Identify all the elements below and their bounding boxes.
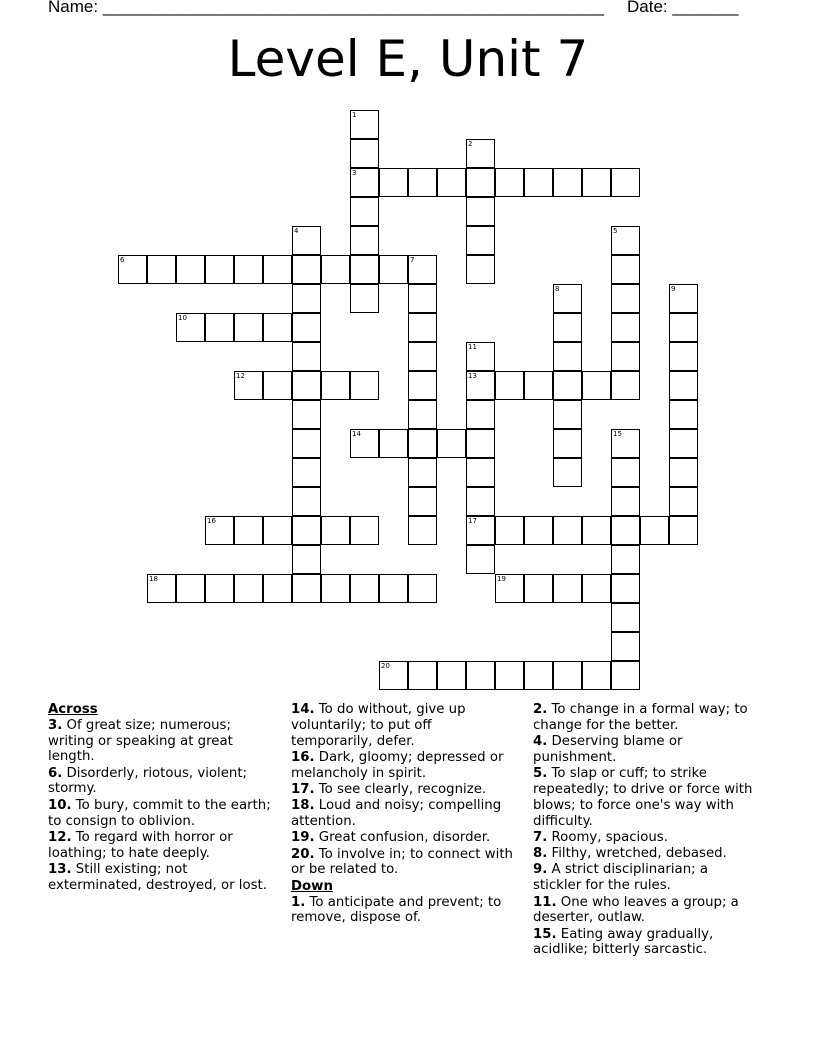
grid-cell[interactable] [466,371,495,400]
clue-number: 1 [352,111,357,119]
grid-cell[interactable] [466,516,495,545]
grid-cell[interactable] [292,516,321,545]
grid-cell[interactable] [466,139,495,168]
grid-cell[interactable] [640,516,669,545]
grid-cell[interactable] [669,313,698,342]
grid-cell[interactable] [582,371,611,400]
clue-down-4: 4. Deserving blame or punishment. [533,734,683,765]
clue-down-2: 2. To change in a formal way; to change for the better. [533,702,748,733]
grid-cell[interactable] [611,603,640,632]
grid-cell[interactable] [611,168,640,197]
grid-cell[interactable] [205,313,234,342]
clue-number: 12 [236,372,245,380]
clue-number: 6 [120,256,125,264]
grid-cell[interactable] [611,226,640,255]
down-heading: Down [291,878,333,894]
grid-cell[interactable] [669,487,698,516]
grid-cell[interactable] [495,661,524,690]
grid-cell[interactable] [176,574,205,603]
grid-cell[interactable] [408,400,437,429]
grid-cell[interactable] [321,516,350,545]
grid-cell[interactable] [292,371,321,400]
grid-cell[interactable] [466,168,495,197]
grid-cell[interactable] [408,516,437,545]
grid-cell[interactable] [611,661,640,690]
grid-cell[interactable] [350,284,379,313]
grid-cell[interactable] [582,516,611,545]
grid-cell[interactable] [234,313,263,342]
clue-number: 10 [178,314,187,322]
grid-cell[interactable] [408,487,437,516]
grid-cell[interactable] [437,661,466,690]
grid-cell[interactable] [408,429,437,458]
clue-number: 11 [468,343,477,351]
grid-cell[interactable] [350,429,379,458]
grid-cell[interactable] [350,226,379,255]
grid-cell[interactable] [437,429,466,458]
grid-cell[interactable] [205,574,234,603]
grid-cell[interactable] [205,255,234,284]
grid-cell[interactable] [611,255,640,284]
grid-cell[interactable] [669,284,698,313]
grid-cell[interactable] [669,458,698,487]
across-heading: Across [48,702,98,717]
grid-cell[interactable] [292,545,321,574]
grid-cell[interactable] [437,168,466,197]
clue-number: 17 [468,517,477,525]
grid-cell[interactable] [292,313,321,342]
grid-cell[interactable] [582,661,611,690]
grid-cell[interactable] [350,168,379,197]
grid-cell[interactable] [553,284,582,313]
grid-cell[interactable] [205,516,234,545]
grid-cell[interactable] [408,342,437,371]
date-label: Date: [627,0,668,16]
grid-cell[interactable] [553,574,582,603]
grid-cell[interactable] [582,168,611,197]
grid-cell[interactable] [408,168,437,197]
grid-cell[interactable] [466,342,495,371]
grid-cell[interactable] [234,371,263,400]
clue-number: 18 [149,575,158,583]
clue-column-2 [291,702,516,927]
clue-across-16: 16. Dark, gloomy; depressed or melancholy in spirit. [291,749,504,781]
grid-cell[interactable] [466,545,495,574]
grid-cell[interactable] [524,661,553,690]
grid-cell[interactable] [466,487,495,516]
grid-cell[interactable] [263,574,292,603]
name-label: Name: [48,0,99,16]
grid-cell[interactable] [553,400,582,429]
grid-cell[interactable] [553,168,582,197]
clue-across-10: 10. To bury, commit to the earth; to consign to oblivion. [48,797,271,829]
clue-number: 14 [352,430,361,438]
grid-cell[interactable] [350,197,379,226]
grid-cell[interactable] [408,458,437,487]
grid-cell[interactable] [611,487,640,516]
grid-cell[interactable] [176,313,205,342]
clue-across-20: 20. To involve in; to connect with or be related to. [291,846,513,878]
clue-number: 16 [207,517,216,525]
clue-across-17: 17. To see clearly, recognize. [291,781,487,797]
grid-cell[interactable] [147,574,176,603]
grid-cell[interactable] [582,574,611,603]
grid-cell[interactable] [495,516,524,545]
grid-cell[interactable] [524,371,553,400]
grid-cell[interactable] [408,284,437,313]
clue-across-12: 12. To regard with horror or loathing; to hate deeply. [48,829,233,861]
grid-cell[interactable] [669,371,698,400]
grid-cell[interactable] [408,574,437,603]
grid-cell[interactable] [553,429,582,458]
grid-cell[interactable] [350,371,379,400]
grid-cell[interactable] [669,429,698,458]
page-title: Level E, Unit 7 [227,30,589,88]
grid-cell[interactable] [408,313,437,342]
grid-cell[interactable] [176,255,205,284]
grid-cell[interactable] [350,110,379,139]
grid-cell[interactable] [466,400,495,429]
grid-cell[interactable] [350,574,379,603]
clue-number: 13 [468,372,477,380]
clue-down-1: 1. To anticipate and prevent; to remove, dispose of. [291,894,502,926]
grid-cell[interactable] [466,226,495,255]
grid-cell[interactable] [379,255,408,284]
grid-cell[interactable] [379,429,408,458]
grid-cell[interactable] [611,313,640,342]
grid-cell[interactable] [553,313,582,342]
clue-across-14: 14. To do without, give up voluntarily; to put off temporarily, defer. [291,702,466,749]
grid-cell[interactable] [553,661,582,690]
grid-cell[interactable] [350,255,379,284]
clue-number: 4 [294,227,299,235]
date-blank[interactable]: _______ [672,0,739,16]
clue-down-9: 9. A strict disciplinarian; a stickler for the rules. [533,862,708,894]
clue-column-1 [48,702,273,894]
grid-cell[interactable] [321,574,350,603]
grid-cell[interactable] [466,458,495,487]
grid-cell[interactable] [292,400,321,429]
clue-across-6: 6. Disorderly, riotous, violent; stormy. [48,765,248,797]
clue-number: 19 [497,575,506,583]
grid-cell[interactable] [611,516,640,545]
grid-cell[interactable] [408,661,437,690]
grid-cell[interactable] [379,168,408,197]
grid-cell[interactable] [669,400,698,429]
grid-cell[interactable] [292,255,321,284]
grid-cell[interactable] [553,516,582,545]
grid-cell[interactable] [292,284,321,313]
grid-cell[interactable] [118,255,147,284]
grid-cell[interactable] [466,255,495,284]
grid-cell[interactable] [611,632,640,661]
grid-cell[interactable] [292,487,321,516]
clue-number: 20 [381,662,390,670]
grid-cell[interactable] [611,545,640,574]
grid-cell[interactable] [292,574,321,603]
grid-cell[interactable] [611,429,640,458]
grid-cell[interactable] [495,168,524,197]
clue-down-15: 15. Eating away gradually, acidlike; bitterly sarcastic. [533,926,714,958]
grid-cell[interactable] [292,429,321,458]
clue-down-5: 5. To slap or cuff; to strike repeatedly; to drive or force with blows; to force one's way with difficulty. [533,766,753,829]
clue-across-3: 3. Of great size; numerous; writing or speaking at great length. [48,717,233,765]
grid-cell[interactable] [147,255,176,284]
grid-cell[interactable] [611,574,640,603]
grid-cell[interactable] [553,342,582,371]
grid-cell[interactable] [553,371,582,400]
grid-cell[interactable] [292,342,321,371]
clue-number: 5 [613,227,618,235]
grid-cell[interactable] [611,371,640,400]
clue-down-7: 7. Roomy, spacious. [533,829,668,845]
grid-cell[interactable] [234,574,263,603]
grid-cell[interactable] [553,458,582,487]
clue-number: 9 [671,285,676,293]
grid-cell[interactable] [611,284,640,313]
grid-cell[interactable] [263,371,292,400]
grid-cell[interactable] [524,574,553,603]
grid-cell[interactable] [611,458,640,487]
grid-cell[interactable] [524,516,553,545]
grid-cell[interactable] [466,429,495,458]
grid-cell[interactable] [321,255,350,284]
clue-number: 2 [468,140,473,148]
clue-down-8: 8. Filthy, wretched, debased. [533,846,727,862]
grid-cell[interactable] [263,313,292,342]
grid-cell[interactable] [263,255,292,284]
grid-cell[interactable] [408,255,437,284]
clue-across-18: 18. Loud and noisy; compelling attention. [291,798,502,830]
grid-cell[interactable] [292,226,321,255]
name-blank[interactable]: _____________________________________________________ [102,0,604,16]
grid-cell[interactable] [292,458,321,487]
grid-cell[interactable] [234,255,263,284]
clue-across-19: 19. Great confusion, disorder. [291,830,491,846]
clue-column-3 [533,702,758,959]
grid-cell[interactable] [234,516,263,545]
grid-cell[interactable] [350,139,379,168]
grid-cell[interactable] [350,516,379,545]
grid-cell[interactable] [379,574,408,603]
grid-cell[interactable] [524,168,553,197]
grid-cell[interactable] [408,371,437,400]
grid-cell[interactable] [669,516,698,545]
grid-cell[interactable] [379,661,408,690]
clue-number: 7 [410,256,415,264]
grid-cell[interactable] [321,371,350,400]
clue-down-11: 11. One who leaves a group; a deserter, outlaw. [533,894,739,926]
grid-cell[interactable] [495,371,524,400]
grid-cell[interactable] [263,516,292,545]
clue-number: 15 [613,430,622,438]
grid-cell[interactable] [466,197,495,226]
clue-number: 8 [555,285,560,293]
clue-number: 3 [352,169,357,177]
grid-cell[interactable] [495,574,524,603]
grid-cell[interactable] [669,342,698,371]
grid-cell[interactable] [466,661,495,690]
clue-across-13: 13. Still existing; not exterminated, destroyed, or lost. [48,861,267,893]
grid-cell[interactable] [611,342,640,371]
